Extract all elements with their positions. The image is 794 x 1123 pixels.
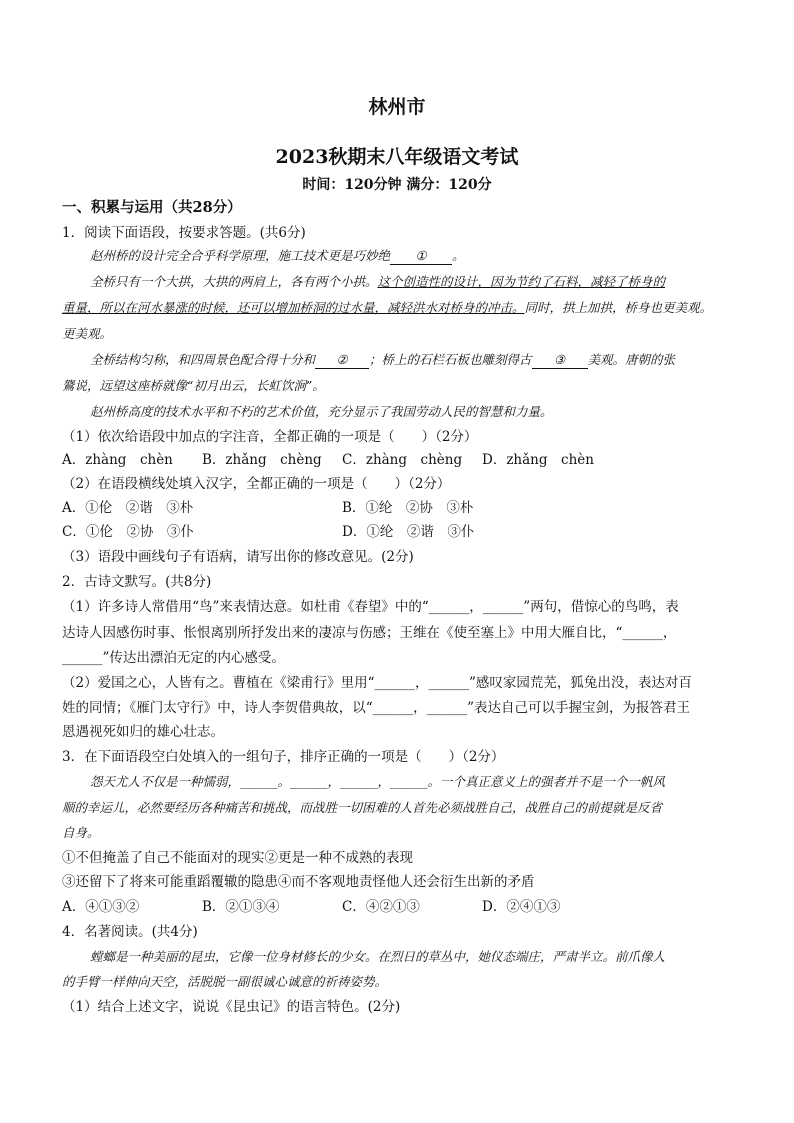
page-title: 2023秋期末八年级语文考试 [275, 146, 519, 168]
blank-1[interactable]: ① [390, 248, 452, 265]
option-c[interactable]: C．zhàng chèng [342, 452, 463, 468]
q1-p1-text: 赵州桥的设计完全合乎科学原理，施工技术更是巧妙绝 [90, 248, 391, 263]
q4-sub1: （1）结合上述文字，说说《昆虫记》的语言特色。(2分) [62, 999, 401, 1015]
q1-sub2-options-row1 [62, 498, 734, 518]
q1-paragraph-2c: 更美观。 [62, 326, 113, 341]
q3-prompt: 3．在下面语段空白处填入的一组句子，排序正确的一项是（ ）（2分） [62, 749, 505, 765]
q3-passage-2: 顺的幸运儿，必然要经历各种痛苦和挑战，而战胜一切困难的人首先必须战胜自己，战胜自己的前提就是反省 [62, 800, 663, 815]
q4-passage-1: 螳螂是一种美丽的昆虫，它像一位身材修长的少女。在烈日的草丛中，她仪态端庄，严肃半立。前爪像人 [90, 949, 666, 964]
q4-prompt: 4．名著阅读。(共4分) [62, 924, 198, 940]
option-d[interactable]: D．①纶 ②谐 ③仆 [342, 524, 475, 540]
q1-p2-text: 全桥只有一个大拱，大拱的两肩上，各有两个小拱。 [90, 274, 378, 289]
q1-p3-text-c: 美观。唐朝的张 [587, 352, 676, 367]
q1-sub2-options-row2 [62, 522, 734, 542]
option-c[interactable]: C．④②①③ [342, 899, 420, 915]
underlined-sentence-cont: 重量，所以在河水暴涨的时候，还可以增加桥洞的过水量，减轻洪水对桥身的冲击。 [62, 300, 525, 315]
q1-paragraph-4: 赵州桥高度的技术水平和不朽的艺术价值，充分显示了我国劳动人民的智慧和力量。 [90, 404, 553, 419]
q2-prompt: 2．古诗文默写。(共8分) [62, 574, 212, 590]
q3-sentences-1: ①不但掩盖了自己不能面对的现实②更是一种不成熟的表现 [62, 850, 413, 866]
q3-options [62, 897, 734, 917]
exam-meta: 时间：120分钟 满分：120分 [302, 177, 492, 193]
q2-line-2: 达诗人因感伤时事、怅恨离别所抒发出来的凄凉与伤感；王维在《使至塞上》中用大雁自比，“______， [62, 625, 677, 641]
option-a[interactable]: A．④①③② [62, 899, 140, 915]
option-c[interactable]: C．①伦 ②协 ③仆 [62, 524, 194, 540]
option-d[interactable]: D．②④①③ [482, 899, 561, 915]
q1-sub2: （2）在语段横线处填入汉字，全都正确的一项是（ ）（2分） [62, 476, 451, 492]
q3-passage-3: 自身。 [62, 825, 100, 840]
q2-line-6: 恩遇视死如归的雄心壮志。 [62, 724, 224, 740]
q2-line-1: （1）许多诗人常借用“鸟”来表情达意。如杜甫《春望》中的“______，______”两句，借惊心的鸟鸣，表 [62, 599, 679, 615]
q2-line-5: 姓的同情；《雁门太守行》中，诗人李贺借典故，以“______，______”表达自己可以手握宝剑，为报答君王 [62, 700, 691, 716]
q1-paragraph-3b: 鷟说，远望这座桥就像“初月出云，长虹饮涧”。 [62, 378, 325, 393]
q4-passage-2: 的手臂一样伸向天空，活脱脱一副很诚心诚意的祈祷姿势。 [62, 974, 388, 989]
option-b[interactable]: B．zhǎng chèng [202, 452, 322, 468]
option-a[interactable]: A．①伦 ②谐 ③朴 [62, 500, 194, 516]
option-b[interactable]: B．②①③④ [202, 899, 280, 915]
section-heading: 一、积累与运用（共28分） [62, 199, 242, 216]
q1-p3-text-b: ；桥上的石栏石板也雕刻得古 [369, 352, 532, 367]
q1-p3-text-a: 全桥结构匀称，和四周景色配合得十分和 [90, 352, 316, 367]
q1-paragraph-3 [90, 350, 734, 370]
q1-sub1-options [62, 450, 734, 470]
q1-p2-end: 同时，拱上加拱，桥身也更美观。 [524, 300, 713, 315]
blank-2[interactable]: ② [315, 352, 369, 369]
option-d[interactable]: D．zhǎng chèn [482, 452, 594, 468]
option-b[interactable]: B．①纶 ②协 ③朴 [342, 500, 474, 516]
q1-paragraph-2b [62, 298, 734, 318]
q3-sentences-2: ③还留下了将来可能重蹈覆辙的隐患④而不客观地责怪他人还会衍生出新的矛盾 [62, 874, 535, 890]
q1-prompt: 1．阅读下面语段，按要求答题。(共6分) [62, 225, 306, 241]
blank-3[interactable]: ③ [532, 352, 588, 369]
q3-passage-1: 怨天尤人不仅是一种懦弱，______。______，______，______。一个真正意义上的强者并不是一个一帆风 [90, 774, 666, 789]
q2-line-3: ______”传达出漂泊无定的内心感受。 [62, 650, 285, 666]
q1-paragraph-2a [90, 272, 734, 292]
page-city: 林州市 [368, 96, 426, 118]
option-a[interactable]: A．zhàng chèn [62, 452, 173, 468]
q1-p1-end: 。 [452, 248, 465, 263]
q1-sub1: （1）依次给语段中加点的字注音，全都正确的一项是（ ）（2分） [62, 429, 478, 445]
q2-line-4: （2）爱国之心，人皆有之。曹植在《梁甫行》里用“______，______”感叹家园荒芜，狐兔出没，表达对百 [62, 675, 692, 691]
q1-paragraph-1 [90, 246, 734, 266]
q1-sub3: （3）语段中画线句子有语病，请写出你的修改意见。(2分) [62, 549, 414, 565]
underlined-sentence: 这个创造性的设计，因为节约了石料，减轻了桥身的 [377, 274, 666, 289]
